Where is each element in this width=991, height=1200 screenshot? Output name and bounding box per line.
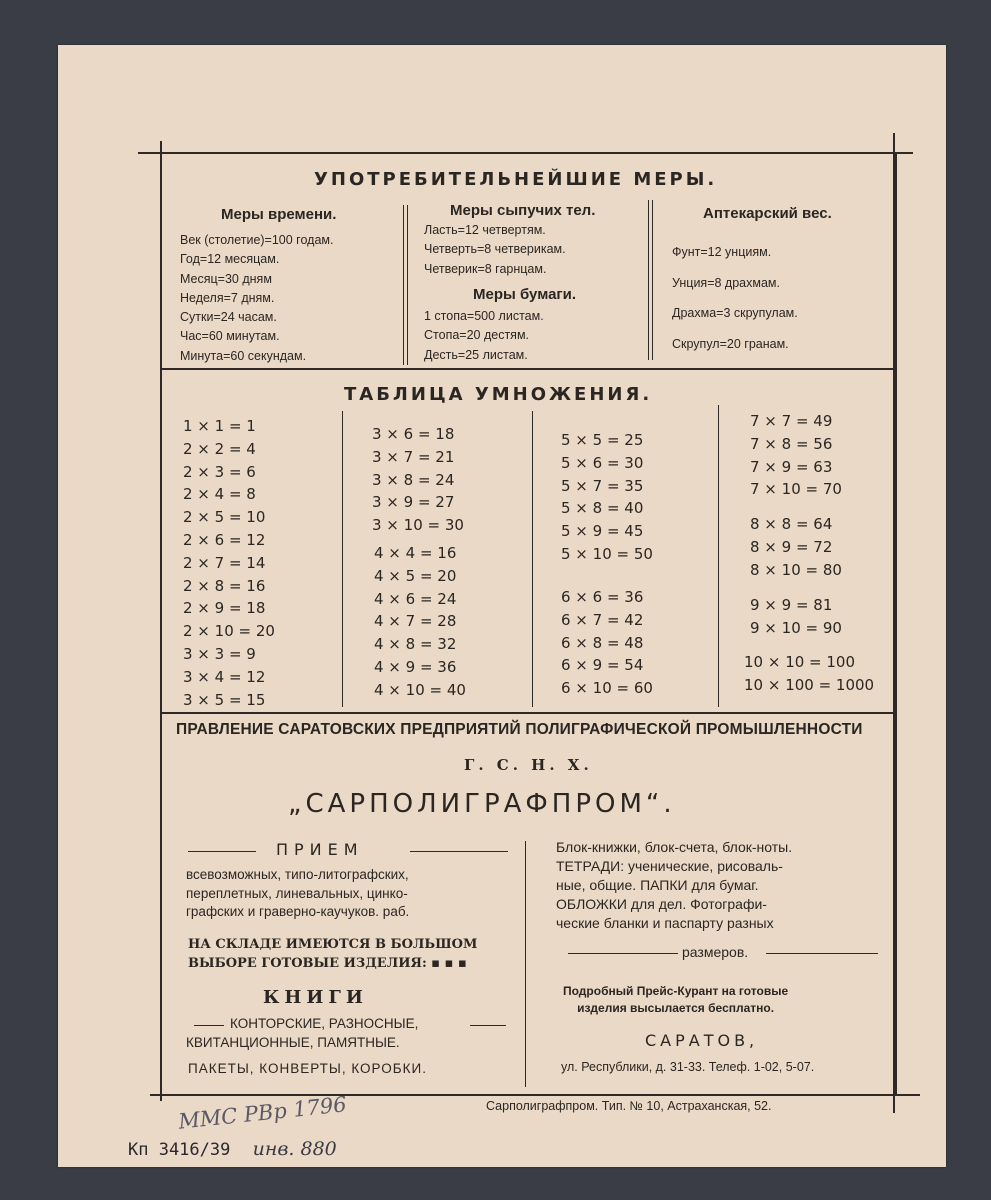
ad-center-divider — [525, 841, 526, 1087]
mult-row: 9 × 10 = 90 — [750, 618, 842, 637]
products-text — [556, 838, 792, 933]
heading-rule — [188, 851, 256, 852]
mult-row: 2 × 10 = 20 — [183, 622, 275, 641]
time-measures-list — [180, 231, 333, 366]
mult-column-3b — [561, 586, 653, 700]
mult-row: 3 × 6 = 18 — [372, 425, 455, 443]
measures-divider-2 — [648, 200, 653, 360]
paper-line: 1 стопа=500 листам. — [424, 309, 544, 323]
board-heading: ПРАВЛЕНИЕ САРАТОВСКИХ ПРЕДПРИЯТИЙ ПОЛИГРАФИЧЕСКОЙ ПРОМЫШЛЕННОСТИ — [176, 721, 863, 738]
mult-divider-1 — [342, 411, 343, 707]
mult-row: 9 × 9 = 81 — [750, 596, 833, 614]
time-line: Век (столетие)=100 годам. — [180, 233, 334, 247]
books-rule — [194, 1025, 224, 1026]
mult-column-4b — [750, 513, 842, 581]
mult-column-4c — [750, 594, 842, 640]
reception-heading: ПРИЕМ — [276, 840, 364, 859]
mult-row: 4 × 9 = 36 — [374, 657, 457, 676]
bulk-line: Ласть=12 четвертям. — [424, 223, 546, 237]
city-name: САРАТОВ, — [645, 1031, 759, 1050]
printer-line: Сарполиграфпром. Тип. № 10, Астраханская, 52. — [486, 1099, 772, 1113]
mult-row: 4 × 6 = 24 — [374, 589, 457, 608]
mult-row: 5 × 10 = 50 — [561, 544, 653, 563]
sizes-row — [558, 943, 878, 963]
bulk-measures-heading: Меры сыпучих тел. — [450, 202, 596, 219]
mult-row: 10 × 10 = 100 — [744, 653, 856, 671]
mult-row: 10 × 100 = 1000 — [744, 675, 875, 694]
pharmacy-line: Драхма=3 скрупулам. — [672, 306, 798, 321]
mult-row: 3 × 8 = 24 — [372, 470, 455, 489]
products-line: ческие бланки и паспарту разных — [556, 915, 774, 931]
mult-row: 2 × 9 = 18 — [183, 599, 266, 618]
mult-column-3a — [561, 429, 653, 566]
mult-row: 3 × 10 = 30 — [372, 516, 464, 535]
measures-divider-1 — [403, 205, 408, 365]
books-rule — [470, 1025, 506, 1026]
mult-bottom-rule — [161, 712, 893, 714]
mult-row: 8 × 9 = 72 — [750, 537, 833, 556]
mult-row: 2 × 3 = 6 — [183, 462, 256, 481]
products-line: Блок-книжки, блок-счета, блок-ноты. — [556, 839, 793, 855]
mult-row: 6 × 9 = 54 — [561, 656, 644, 675]
mult-row: 8 × 8 = 64 — [750, 515, 833, 533]
mult-row: 2 × 8 = 16 — [183, 576, 266, 595]
mult-row: 2 × 2 = 4 — [183, 439, 256, 458]
mult-row: 5 × 8 = 40 — [561, 499, 644, 518]
mult-row: 4 × 7 = 28 — [374, 612, 457, 631]
stamp-catalog-number: Кп 3416/39 — [128, 1140, 231, 1160]
multiplication-title: ТАБЛИЦА УМНОЖЕНИЯ. — [344, 384, 653, 405]
goods-line: ПАКЕТЫ, КОНВЕРТЫ, КОРОБКИ. — [188, 1061, 427, 1076]
stock-text — [188, 935, 477, 973]
time-line: Час=60 минутам. — [180, 329, 280, 344]
reception-line: графских и граверно-каучуков. раб. — [186, 904, 410, 919]
frame-top-extension — [138, 152, 913, 154]
books-row-1 — [186, 1016, 516, 1036]
mult-row: 1 × 1 = 1 — [183, 417, 256, 435]
mult-row: 4 × 8 = 32 — [374, 635, 457, 654]
frame-left-line — [160, 141, 162, 1101]
org-abbrev: Г. С. Н. Х. — [464, 756, 593, 774]
bulk-measures-list — [424, 221, 566, 279]
mult-row: 7 × 7 = 49 — [750, 412, 833, 430]
reception-heading-row — [188, 840, 508, 860]
pharmacy-line: Унция=8 драхмам. — [672, 275, 780, 290]
time-line: Месяц=30 дням — [180, 271, 272, 286]
reception-line: всевозможных, типо-литографских, — [186, 867, 409, 882]
mult-row: 7 × 8 = 56 — [750, 434, 833, 453]
products-line: ТЕТРАДИ: ученические, рисоваль- — [556, 858, 783, 874]
reception-text — [186, 866, 409, 922]
price-list-text — [563, 983, 788, 1017]
products-line: ные, общие. ПАПКИ для бумаг. — [556, 877, 759, 893]
heading-rule — [410, 851, 508, 852]
mult-row: 3 × 4 = 12 — [183, 667, 266, 686]
mult-column-4d — [744, 651, 874, 697]
mult-row: 6 × 7 = 42 — [561, 610, 644, 629]
mult-divider-3 — [718, 405, 719, 707]
mult-row: 3 × 3 = 9 — [183, 644, 256, 663]
paper-line: Десть=25 листам. — [424, 347, 528, 362]
books-line: КВИТАНЦИОННЫЕ, ПАМЯТНЫЕ. — [186, 1035, 400, 1050]
reception-line: переплетных, линевальных, цинко- — [186, 885, 408, 901]
time-line: Неделя=7 дням. — [180, 290, 275, 305]
mult-row: 2 × 7 = 14 — [183, 553, 266, 572]
mult-row: 7 × 9 = 63 — [750, 457, 833, 476]
address-line: ул. Республики, д. 31-33. Телеф. 1-02, 5-07. — [561, 1060, 815, 1074]
frame-bottom-line — [150, 1094, 920, 1096]
products-line: ОБЛОЖКИ для дел. Фотографи- — [556, 896, 767, 912]
mult-column-2a — [372, 423, 464, 537]
pharmacy-line: Скрупул=20 гранам. — [672, 337, 789, 352]
mult-row: 6 × 8 = 48 — [561, 633, 644, 652]
mult-row: 3 × 9 = 27 — [372, 493, 455, 512]
measures-bottom-rule — [161, 368, 893, 370]
stock-line: ВЫБОРЕ ГОТОВЫЕ ИЗДЕЛИЯ: ▪ ▪ ▪ — [188, 956, 467, 971]
paper-measures-list — [424, 307, 544, 365]
mult-row: 5 × 7 = 35 — [561, 476, 644, 495]
stock-line: НА СКЛАДЕ ИМЕЮТСЯ В БОЛЬШОМ — [188, 937, 478, 952]
books-line: КОНТОРСКИЕ, РАЗНОСНЫЕ, — [230, 1016, 419, 1031]
mult-row: 5 × 6 = 30 — [561, 453, 644, 472]
mult-divider-2 — [532, 411, 533, 707]
time-line: Сутки=24 часам. — [180, 310, 277, 325]
mult-column-4a — [750, 410, 842, 501]
time-measures-heading: Меры времени. — [221, 206, 337, 223]
books-heading: КНИГИ — [263, 987, 368, 1008]
pharmacy-line: Фунт=12 унциям. — [672, 245, 772, 259]
sizes-line: размеров. — [682, 944, 749, 960]
mult-row: 4 × 10 = 40 — [374, 680, 466, 699]
price-line: Подробный Прейс-Курант на готовые — [563, 984, 789, 998]
paper-line: Стопа=20 дестям. — [424, 328, 530, 343]
mult-row: 3 × 7 = 21 — [372, 447, 455, 466]
time-line: Минута=60 секундам. — [180, 348, 307, 363]
mult-row: 8 × 10 = 80 — [750, 560, 842, 579]
mult-row: 4 × 5 = 20 — [374, 566, 457, 585]
bulk-line: Четверть=8 четверикам. — [424, 242, 566, 257]
mult-row: 6 × 10 = 60 — [561, 679, 653, 698]
document-page — [58, 45, 946, 1167]
time-line: Год=12 месяцам. — [180, 252, 280, 267]
inventory-stamp — [128, 1138, 337, 1160]
paper-measures-heading: Меры бумаги. — [473, 286, 577, 303]
mult-row: 7 × 10 = 70 — [750, 480, 842, 499]
mult-row: 2 × 6 = 12 — [183, 530, 266, 549]
mult-column-1 — [183, 415, 275, 711]
mult-column-2b — [374, 542, 466, 702]
company-name: „САРПОЛИГРАФПРОМ“. — [288, 789, 676, 819]
mult-row: 2 × 5 = 10 — [183, 508, 266, 527]
mult-row: 6 × 6 = 36 — [561, 588, 644, 606]
mult-row: 2 × 4 = 8 — [183, 485, 256, 504]
sizes-rule — [568, 953, 678, 954]
bulk-line: Четверик=8 гарнцам. — [424, 261, 547, 276]
mult-row: 4 × 4 = 16 — [374, 544, 457, 562]
price-line: изделия высылается бесплатно. — [577, 1001, 775, 1015]
measures-title: УПОТРЕБИТЕЛЬНЕЙШИЕ МЕРЫ. — [314, 169, 718, 190]
stamp-inventory-number: инв. 880 — [252, 1138, 337, 1160]
pharmacy-weight-heading: Аптекарский вес. — [703, 205, 832, 222]
handwritten-note: ММС РВр 1796 — [177, 1092, 348, 1134]
pharmacy-weight-list — [672, 237, 798, 360]
frame-right-line — [893, 133, 895, 1113]
mult-row: 5 × 5 = 25 — [561, 431, 644, 449]
mult-row: 3 × 5 = 15 — [183, 690, 266, 709]
sizes-rule — [766, 953, 878, 954]
mult-row: 5 × 9 = 45 — [561, 522, 644, 541]
